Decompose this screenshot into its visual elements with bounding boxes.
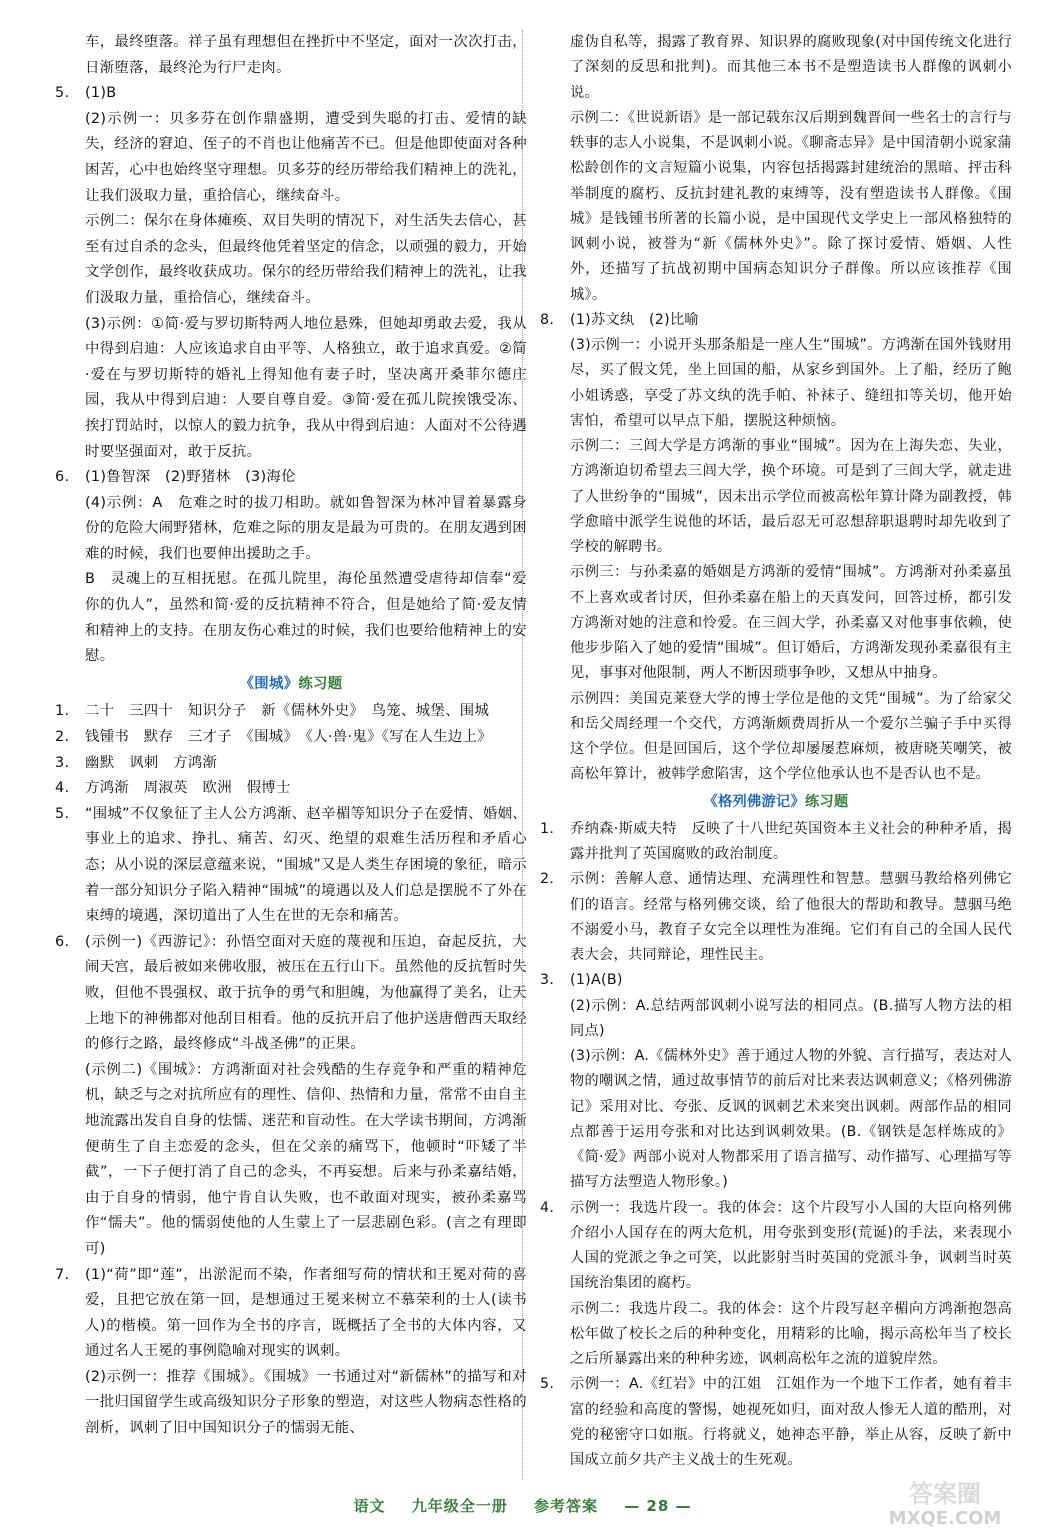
item-number: 5. bbox=[55, 85, 70, 102]
answer-item bbox=[55, 776, 527, 802]
section-suffix: 练习题 bbox=[804, 793, 849, 810]
item-number: 4. bbox=[55, 780, 70, 797]
answer-item bbox=[55, 725, 527, 751]
answer-paragraph: (2)示例一：贝多芬在创作鼎盛期，遭受到失聪的打击、爱情的缺失，经济的窘迫、侄子的不肖也让他痛苦不已。但是他即使面对各种困苦，心中也始终坚守理想。贝多芬的经历带给我们精神上的洗礼，让我们汲取力量，重拾信心，继续奋斗。 bbox=[85, 110, 527, 204]
item-number: 4. bbox=[540, 1199, 555, 1216]
footer-page-number: — 28 — bbox=[624, 1497, 692, 1515]
right-column bbox=[540, 30, 1012, 1473]
watermark-logo bbox=[855, 1474, 1035, 1530]
item-text: 示例一：A.《红岩》中的江姐 江姐作为一个地下工作者，她有着丰富的经验和高度的警惕，她视死如归，面对敌人惨无人道的酷刑，对党的秘密守口如瓶。行将就义，她神态平静，举止从容，反映了新中国成立前夕共产主义战士的生死观。 bbox=[570, 1376, 1012, 1468]
item-text: 示例：善解人意、通情达理、充满理性和智慧。慧骃马教给格列佛它们的语言。经常与格列佛交谈，给了他很大的帮助和教导。慧骃马绝不溺爱小马，教育子女完全以理性为准绳。它们有自己的全国人民代表大会，共同辩论，理性民主。 bbox=[570, 871, 1012, 963]
watermark-bottom: MXQE.COM bbox=[888, 1508, 1002, 1529]
item-text: 方鸿渐 周淑英 欧洲 假博士 bbox=[85, 780, 291, 797]
left-column bbox=[55, 30, 527, 1442]
answer-item bbox=[55, 1263, 527, 1365]
item-number: 2. bbox=[55, 729, 70, 746]
item-text: (1)鲁智深 (2)野猪林 (3)海伦 bbox=[85, 469, 296, 486]
answer-paragraph: 示例二：《世说新语》是一部记载东汉后期到魏晋间一些名士的言行与轶事的志人小说集，不是讽刺小说。《聊斋志异》是中国清朝小说家蒲松龄创作的文言短篇小说集，内容包括揭露封建统治的黑暗、抨击科举制度的腐朽、反抗封建礼教的束缚等，没有塑造读书人群像。《围城》是钱锺书所著的长篇小说，是中国现代文学史上一部风格独特的讽刺小说，被誉为“新《儒林外史》”。除了探讨爱情、婚姻、人性外，还描写了抗战初期中国病态知识分子群像。所以应该推荐《围城》。 bbox=[570, 109, 1013, 303]
item-text: 示例一：我选片段一。我的体会：这个片段写小人国的大臣向格列佛介绍小人国存在的两大危机，用夸张到变形(荒诞)的手法，来表现小人国的党派之争之可笑，以此影射当时英国的党派斗争，讽刺当时英国统治集团的腐朽。 bbox=[570, 1199, 1012, 1292]
section-suffix: 练习题 bbox=[298, 675, 343, 692]
section-book-title: 格列佛游记 bbox=[718, 793, 791, 810]
item-text: (1)A(B) bbox=[570, 972, 623, 989]
item-text: (1)苏文纨 (2)比喻 bbox=[570, 311, 699, 328]
answer-paragraph: 示例二：保尔在身体瘫痪、双目失明的情况下，对生活失去信心，甚至有过自杀的念头，但最终他凭着坚定的信念，以顽强的毅力，开始文学创作，最终收获成功。保尔的经历带给我们精神上的洗礼，让我们汲取力量，重拾信心，继续奋斗。 bbox=[85, 213, 527, 306]
answer-item bbox=[540, 968, 1012, 993]
answer-paragraph: (3)示例：①简·爱与罗切斯特两人地位悬殊，但她却勇敢去爱，我从中得到启迪：人应该追求自由平等、人格独立，敢于追求真爱。②简·爱在与罗切斯特的婚礼上得知他有妻子时，坚决离开桑菲尔德庄园，我从中得到启迪：人要自尊自爱。③简·爱在孤儿院挨饿受冻、挨打罚站时，以惊人的毅力抗争，我从中得到启迪：人面对不公待遇时要坚强面对，敢于反抗。 bbox=[85, 315, 527, 460]
section-book-title: 围城 bbox=[254, 675, 284, 692]
answer-paragraph: 示例二：我选片段二。我的体会：这个片段写赵辛楣向方鸿渐抱怨高松年做了校长之后的种种变化，用精彩的比喻，揭示高松年当了校长之后所暴露出来的种种劣迹，讽刺高松年之流的道貌岸然。 bbox=[570, 1300, 1012, 1367]
item-number: 1. bbox=[55, 703, 70, 720]
answer-item bbox=[55, 699, 527, 725]
answer-paragraph: B 灵魂上的互相抚慰。在孤儿院里，海伦虽然遭受虐待却信奉“爱你的仇人”，虽然和简·爱的反抗精神不符合，但是她给了简·爱友情和精神上的支持。在朋友伤心难过的时候，我们也要给他精神上的安慰。 bbox=[85, 571, 527, 665]
item-text: 乔纳森·斯威夫特 反映了十八世纪英国资本主义社会的种种矛盾，揭露并批判了英国腐败的政治制度。 bbox=[570, 820, 1012, 862]
watermark-top: 答案圈 bbox=[909, 1480, 981, 1508]
answer-item bbox=[540, 1372, 1012, 1473]
answer-paragraph: 车，最终堕落。祥子虽有理想但在挫折中不坚定，面对一次次打击，日渐堕落，最终沦为行尸走肉。 bbox=[85, 34, 527, 76]
item-text: (1)B bbox=[85, 85, 117, 102]
answer-item bbox=[55, 751, 527, 777]
item-number: 7. bbox=[55, 1266, 70, 1283]
answer-item bbox=[55, 802, 527, 930]
item-text: 钱锺书 默存 三才子 《围城》 《人·兽·鬼》《写在人生边上》 bbox=[85, 729, 492, 746]
item-text: 幽默 讽刺 方鸿渐 bbox=[85, 754, 218, 771]
answer-item bbox=[540, 867, 1012, 968]
item-text: (示例一)《西游记》：孙悟空面对天庭的蔑视和压迫，奋起反抗，大闹天宫，最后被如来佛收服，被压在五行山下。虽然他的反抗暂时失败，但他不畏强权、敢于抗争的勇气和胆魄，为他赢得了美名，让天上地下的神佛都对他刮目相看。他的反抗开启了他护送唐僧西天取经的修行之路，最终修成“斗战圣佛”的正果。 bbox=[85, 933, 527, 1053]
item-number: 3. bbox=[540, 972, 555, 989]
answer-paragraph: (3)示例一：小说开头那条船是一座人生“围城”。方鸿渐在国外钱财用尽，买了假文凭，坐上回国的船，从家乡到国外。上了船，经历了鲍小姐诱惑，享受了苏文纨的洗手帕、补袜子、缝纽扣等关切，他开始害怕，希望可以早点下船，摆脱这种烦恼。 bbox=[570, 337, 1012, 429]
item-number: 6. bbox=[55, 933, 70, 950]
item-text: (1)“荷”即“莲”，出淤泥而不染，作者细写荷的情状和王冕对荷的喜爱，且把它放在第一回，是想通过王冕来树立不慕荣利的士人(读书人)的楷模。第一回作为全书的序言，既概括了全书的大体内容，又通过名人王冕的事例隐喻对现实的讽刺。 bbox=[85, 1266, 527, 1360]
answer-paragraph: 示例二：三闾大学是方鸿渐的事业“围城”。因为在上海失恋、失业，方鸿渐迫切希望去三闾大学，换个环境。可是到了三闾大学，就走进了人世纷争的“围城”，因未出示学位而被高松年算计降为副教授，韩学愈暗中派学生说他的坏话，最后忍无可忍想辞职退聘时却先收到了学校的解聘书。 bbox=[570, 438, 1012, 555]
item-text: “围城”不仅象征了主人公方鸿渐、赵辛楣等知识分子在爱情、婚姻、事业上的追求、挣扎、痛苦、幻灭、绝望的艰难生活历程和矛盾心态；从小说的深层意蕴来说，“围城”又是人类生存困境的象征，暗示着一部分知识分子陷入精神“围城”的境遇以及人们总是摆脱不了外在束缚的境遇，深切道出了人生在世的无奈和痛苦。 bbox=[85, 805, 527, 925]
answer-paragraph: (2)示例：A.总结两部讽刺小说写法的相同点。(B.描写人物方法的相同点) bbox=[570, 997, 1012, 1039]
item-number: 5. bbox=[540, 1376, 555, 1393]
item-text: 二十 三四十 知识分子 新《儒林外史》 鸟笼、城堡、围城 bbox=[85, 703, 490, 720]
answer-paragraph: (3)示例：A.《儒林外史》善于通过人物的外貌、言行描写，表达对人物的嘲讽之情，通过故事情节的前后对比来表达讽刺意义；《格列佛游记》采用对比、夸张、反讽的讽刺艺术来突出讽刺。两部作品的相同点都善于运用夸张和对比达到讽刺效果。(B.《钢铁是怎样炼成的》《简·爱》两部小说对人物都采用了语言描写、动作描写、心理描写等描写方法塑造人物形象。) bbox=[570, 1048, 1013, 1191]
footer-grade: 九年级全一册 bbox=[411, 1497, 508, 1515]
item-number: 6. bbox=[55, 469, 70, 486]
answer-item bbox=[55, 81, 527, 107]
answer-item bbox=[55, 930, 527, 1058]
footer-subject: 语文 bbox=[353, 1497, 386, 1515]
answer-paragraph: 示例三：与孙柔嘉的婚姻是方鸿渐的爱情“围城”。方鸿渐对孙柔嘉虽不上喜欢或者讨厌，但孙柔嘉在船上的天真发问，回答过桥，都引发方鸿渐对她的注意和怜爱。在三闾大学，孙柔嘉又对他事事依赖，使他步步陷入了她的爱情“围城”。但订婚后，方鸿渐发现孙柔嘉很有主见，事事对他限制，两人不断因琐事争吵，又想从中抽身。 bbox=[570, 564, 1012, 682]
answer-item bbox=[540, 308, 1012, 333]
answer-item bbox=[540, 817, 1012, 868]
answer-paragraph: (示例二)《围城》：方鸿渐面对社会残酷的生存竞争和严重的精神危机，缺乏与之对抗所应有的理性、信仰、热情和力量，常常不由自主地流露出发自自身的怯懦、迷茫和盲动性。在大学读书期间，方鸿渐便萌生了自主恋爱的念头，但在父亲的痛骂下，他顿时“吓矮了半截”，一下子便打消了自己的念头，不再妄想。后来与孙柔嘉结婚，由于自身的情弱，他宁肯自认失败，也不敢面对现实，被孙柔嘉骂作“懦夫”。他的懦弱使他的人生蒙上了一层悲剧色彩。(言之有理即可) bbox=[85, 1061, 527, 1257]
item-number: 3. bbox=[55, 754, 70, 771]
column-divider bbox=[522, 30, 523, 1480]
item-number: 1. bbox=[540, 820, 555, 837]
answer-paragraph: (2)示例一：推荐《围城》。《围城》一书通过对“新儒林”的描写和对一批归国留学生或高级知识分子形象的塑造，对这些人物病态性格的剖析，讽刺了旧中国知识分子的懦弱无能、 bbox=[85, 1368, 527, 1437]
section-heading: 《格列佛游记》练习题 bbox=[703, 793, 849, 810]
answer-paragraph: 虚伪自私等，揭露了教育界、知识界的腐败现象(对中国传统文化进行了深刻的反思和批判)。而其他三本书不是塑造读书人群像的讽刺小说。 bbox=[570, 34, 1012, 101]
answer-item bbox=[540, 1196, 1012, 1297]
answer-paragraph: (4)示例：A 危难之时的拔刀相助。就如鲁智深为林冲冒着暴露身份的危险大闹野猪林，危难之际的朋友是最为可贵的。在朋友遇到困难的时候，我们也要伸出援助之手。 bbox=[85, 494, 527, 562]
item-number: 8. bbox=[540, 311, 555, 328]
answer-item bbox=[55, 465, 527, 491]
section-heading: 《围城》练习题 bbox=[239, 675, 343, 692]
item-number: 2. bbox=[540, 871, 555, 888]
item-number: 5. bbox=[55, 805, 70, 822]
answer-paragraph: 示例四：美国克莱登大学的博士学位是他的文凭“围城”。为了给家父和岳父周经理一个交代，方鸿渐颇费周折从一个爱尔兰骗子手中买得这个学位。但是回国后，这个学位却屡屡惹麻烦，被唐晓芙嘲笑，被高松年算计，被韩学愈陷害，这个学位他承认也不是否认也不是。 bbox=[570, 690, 1012, 783]
footer-label: 参考答案 bbox=[533, 1497, 598, 1515]
